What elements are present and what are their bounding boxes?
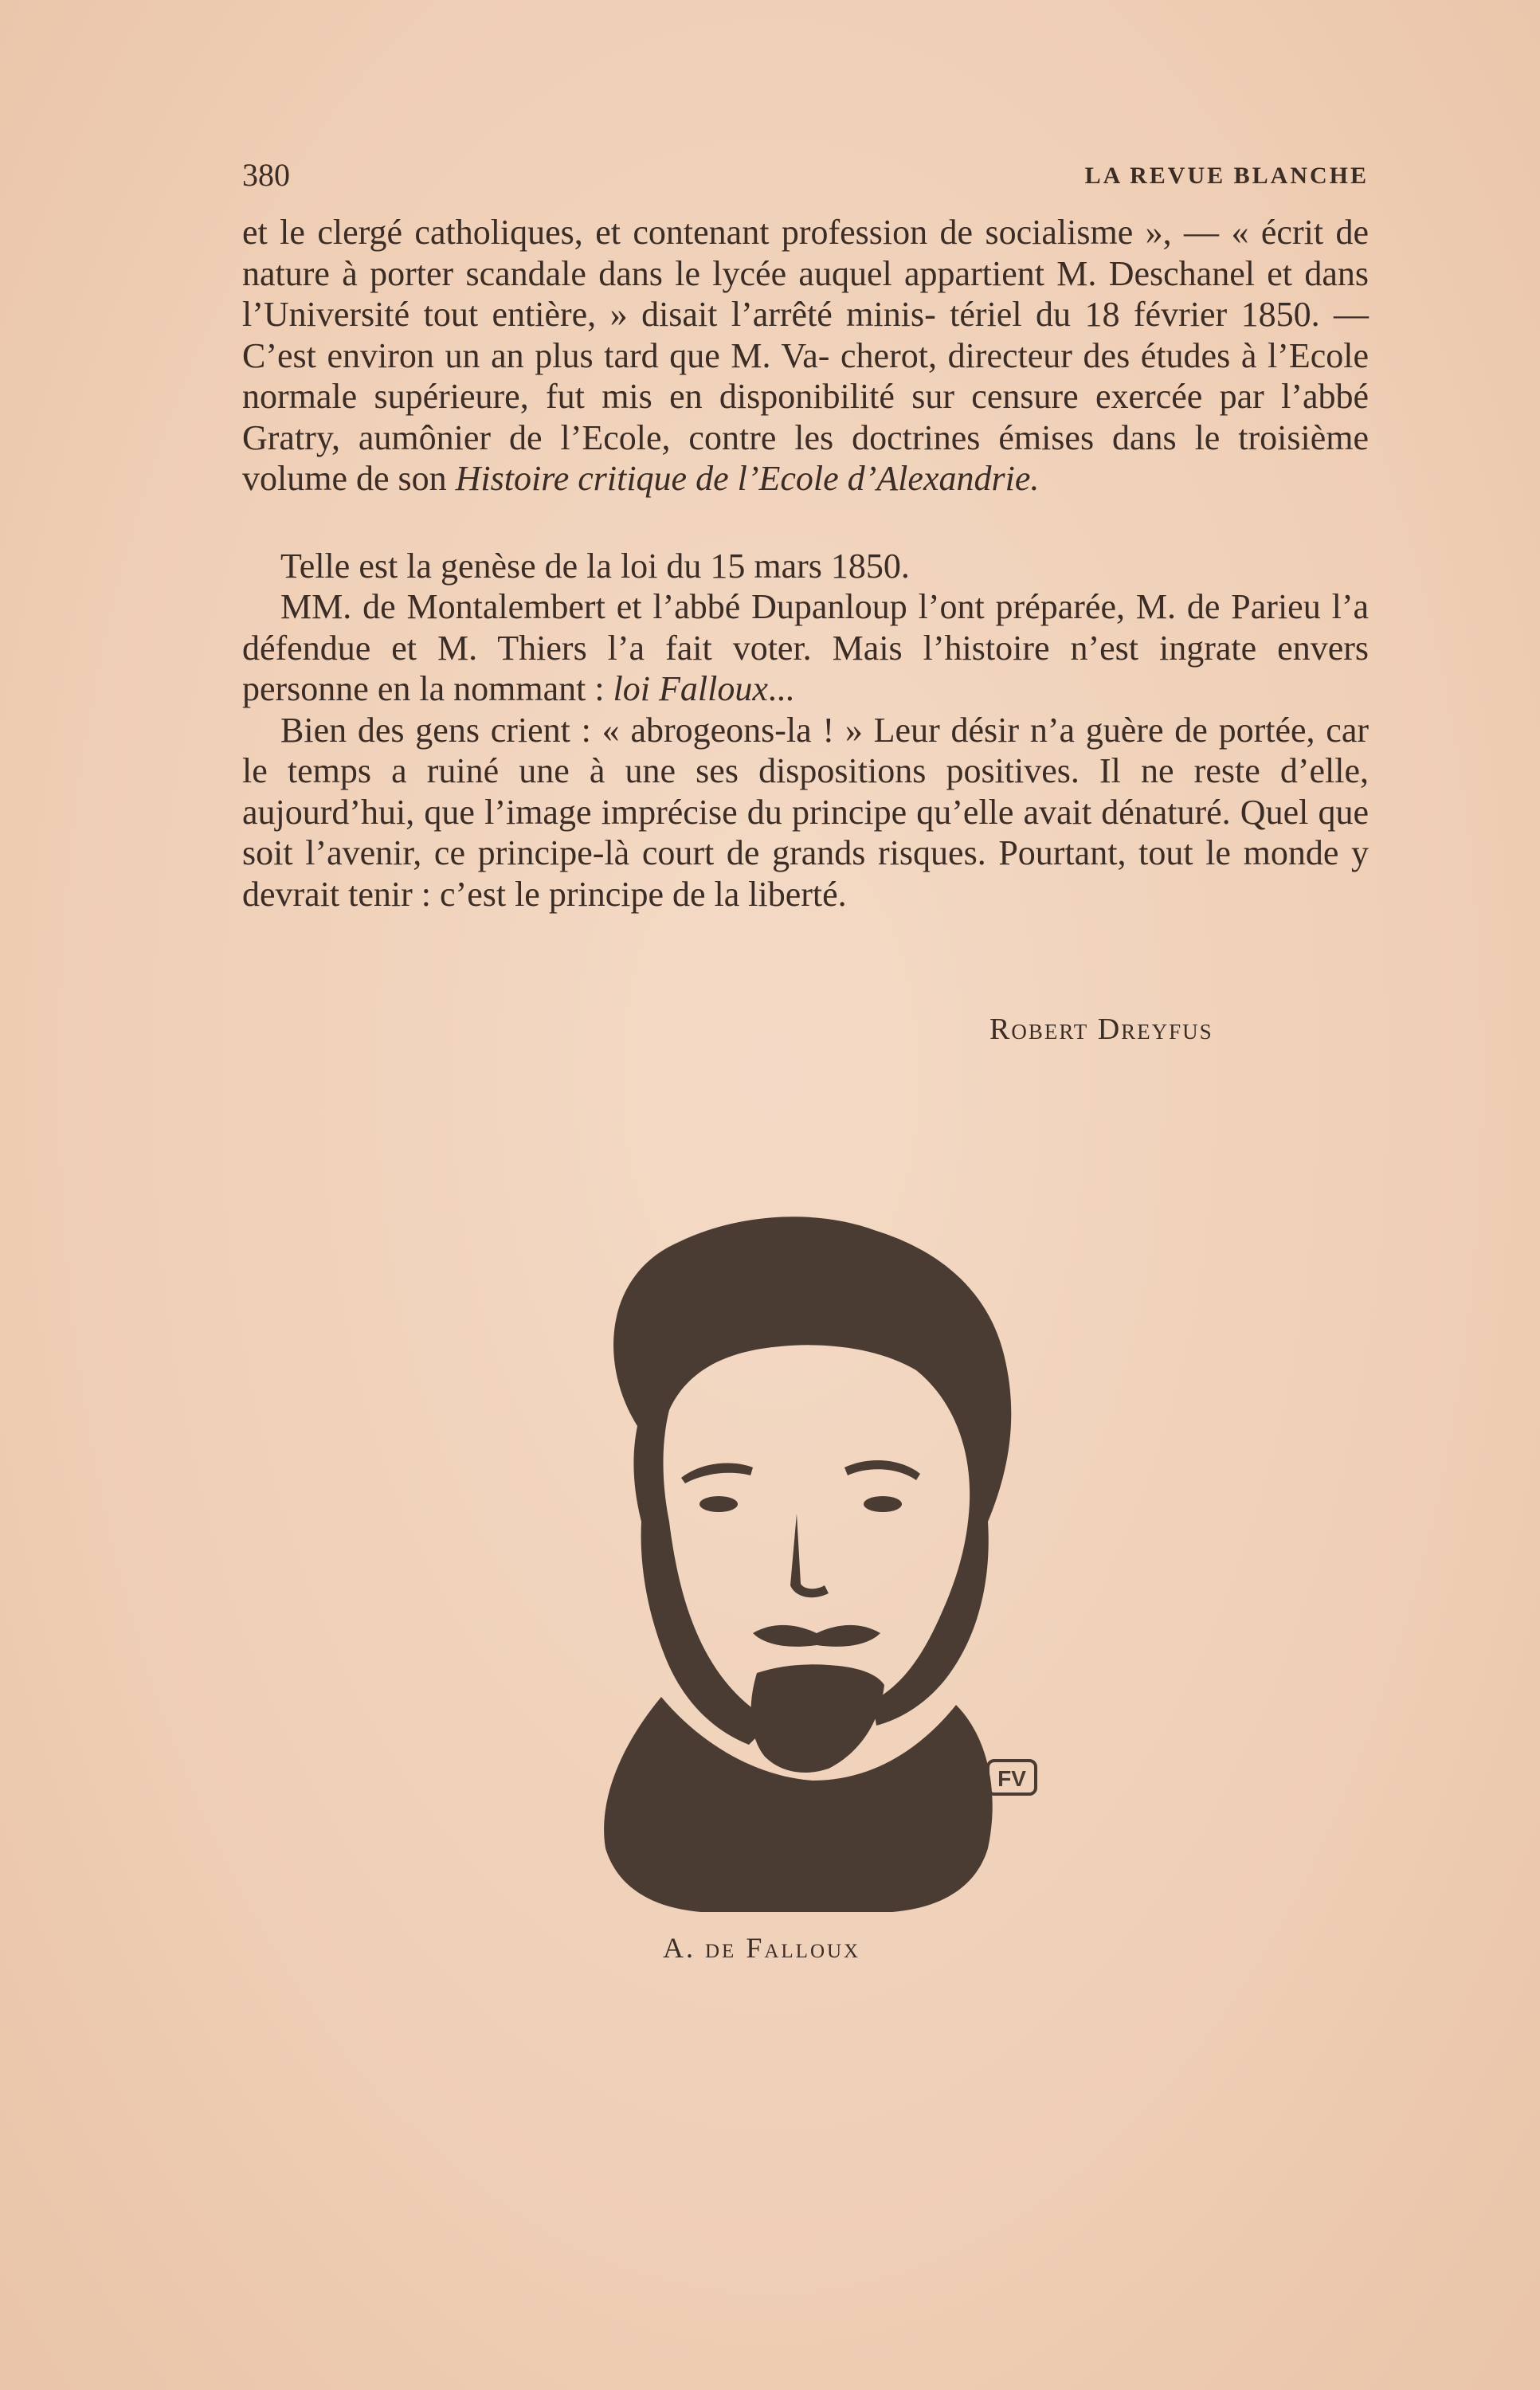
portrait-right-eye xyxy=(864,1496,902,1512)
paragraph-conclusion: Bien des gens crient : « abrogeons-la ! » Leur désir n’a guère de portée, car le temps a ruiné une à une ses dispositions positives. Il ne reste d’elle, aujourd’hui, que l’image imprécise du principe qu’elle avait dénaturé. Quel que soit l’avenir, ce principe-là court de grands risques. Pourtant, tout le monde y devrait tenir : c’est le principe de la liberté. xyxy=(242,710,1369,914)
ellipsis: ... xyxy=(767,669,794,708)
text-line: « écrit de nature à porter scandale dans le lycée auquel appartient xyxy=(242,213,1370,293)
text-line: l’Ecole, contre les doctrines émises dans le troisième volume de son xyxy=(242,417,1370,498)
paragraph-authors xyxy=(242,586,1369,710)
paragraph-authors-text: MM. de Montalembert et l’abbé Dupanloup l’ont préparée, M. de Parieu l’a défendue et M. Thiers l’a fait voter. Mais l’histoire n’est ingrate envers personne en la nommant : xyxy=(242,587,1369,708)
paragraph-continued xyxy=(242,212,1369,500)
portrait-chin-beard xyxy=(751,1664,884,1773)
portrait-hair xyxy=(613,1217,1011,1522)
text-line: M. Deschanel et dans l’Université tout entière, » disait l’arrêté minis- xyxy=(242,253,1370,334)
portrait-moustache xyxy=(753,1625,880,1647)
text-line: disponibilité sur censure exercée par l’abbé Gratry, aumônier de xyxy=(242,377,1369,457)
book-title: Histoire critique de l’Ecole d’Alexandrie. xyxy=(455,459,1040,498)
text-line: cherot, directeur des études à l’Ecole normale supérieure, fut mis en xyxy=(242,335,1369,416)
woodcut-portrait xyxy=(542,1187,1052,1920)
text-line: tériel du 18 février 1850. — C’est environ un an plus tard que M. Va- xyxy=(242,295,1370,375)
author-signature: Robert Dreyfus xyxy=(989,1013,1213,1046)
portrait-right-eyebrow xyxy=(844,1460,920,1480)
text-line: et le clergé catholiques, et contenant profession de socialisme », — xyxy=(242,213,1220,252)
portrait-caption: A. de Falloux xyxy=(663,1932,861,1964)
portrait-left-eye xyxy=(699,1496,738,1512)
page-header xyxy=(242,156,1369,196)
portrait-right-beard xyxy=(872,1522,989,1726)
law-name: loi Falloux xyxy=(613,669,768,708)
page-number: 380 xyxy=(242,157,290,193)
portrait-left-eyebrow xyxy=(681,1463,753,1483)
portrait-nose xyxy=(790,1514,829,1597)
article-body xyxy=(242,212,1369,915)
paragraph-genesis: Telle est la genèse de la loi du 15 mars 1850. xyxy=(280,546,910,586)
monogram-text: FV xyxy=(997,1766,1026,1791)
running-head: LA REVUE BLANCHE xyxy=(1084,163,1369,189)
